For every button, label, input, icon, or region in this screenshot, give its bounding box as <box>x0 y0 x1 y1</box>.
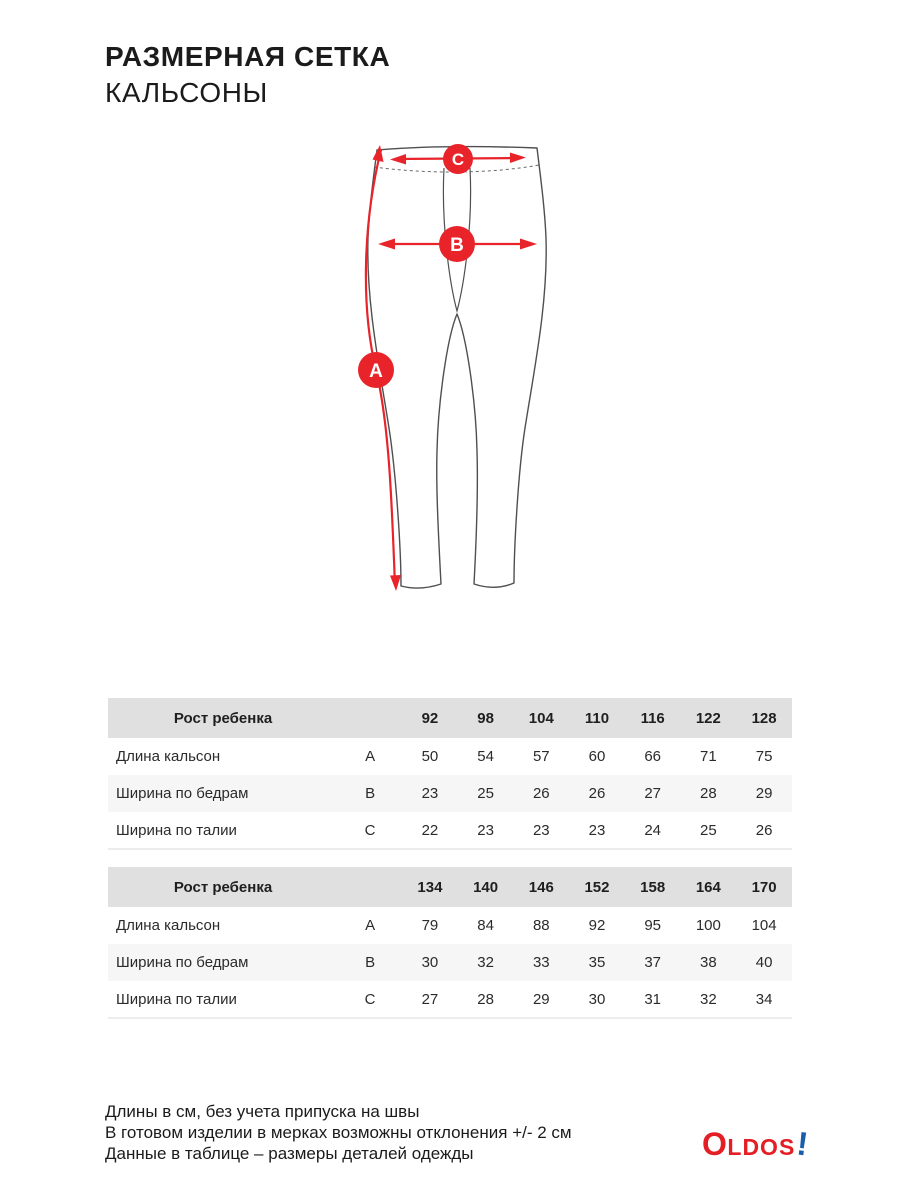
value-cell: 33 <box>532 954 550 971</box>
table-header-row <box>108 867 792 907</box>
row-label: Ширина по талии <box>116 990 237 1008</box>
header-size-cell: 98 <box>477 709 494 727</box>
value-cell: 22 <box>421 821 439 839</box>
value-cell: 24 <box>644 821 662 839</box>
value-cell: 35 <box>588 954 606 971</box>
header-label: Рост ребенка <box>173 709 273 727</box>
header-label: Рост ребенка <box>173 878 273 896</box>
value-cell: 26 <box>532 785 550 802</box>
header-size-cell: 140 <box>473 878 499 896</box>
value-cell: 23 <box>421 785 439 802</box>
value-cell: 50 <box>421 748 439 765</box>
value-cell: 88 <box>532 917 550 934</box>
value-cell: 75 <box>755 748 773 765</box>
value-cell: 38 <box>700 954 717 971</box>
value-cell: 31 <box>644 990 662 1008</box>
value-cell: 54 <box>477 748 494 765</box>
row-letter: A <box>365 748 376 765</box>
header-size-cell: 146 <box>528 878 554 896</box>
marker-b <box>439 226 475 262</box>
header-size-cell: 128 <box>751 709 777 727</box>
value-cell: 84 <box>477 917 494 934</box>
logo-exclamation: ! <box>795 1124 811 1163</box>
value-cell: 100 <box>695 917 721 934</box>
value-cell: 29 <box>755 785 773 802</box>
value-cell: 27 <box>644 785 662 802</box>
value-cell: 23 <box>477 821 494 839</box>
value-cell: 34 <box>755 990 773 1008</box>
value-cell: 28 <box>477 990 494 1008</box>
table-row <box>108 981 792 1018</box>
size-table-1 <box>108 698 792 850</box>
value-cell: 79 <box>421 917 439 934</box>
value-cell: 92 <box>588 917 606 934</box>
value-cell: 26 <box>588 785 606 802</box>
row-letter: C <box>364 990 376 1008</box>
row-label: Длина кальсон <box>116 748 221 765</box>
marker-c <box>443 144 473 174</box>
header-size-cell: 152 <box>584 878 610 896</box>
marker-c-label: C <box>451 150 465 169</box>
value-cell: 23 <box>588 821 606 839</box>
value-cell: 25 <box>700 821 717 839</box>
value-cell: 32 <box>700 990 717 1008</box>
value-cell: 40 <box>755 954 773 971</box>
table-row <box>108 775 792 812</box>
table-row <box>108 812 792 849</box>
value-cell: 71 <box>700 748 717 765</box>
row-label: Ширина по бедрам <box>116 785 249 802</box>
marker-b-label: B <box>450 235 464 256</box>
value-cell: 60 <box>588 748 606 765</box>
value-cell: 25 <box>477 785 494 802</box>
footnote-line: В готовом изделии в мерках возможны отклонения +/- 2 см <box>105 1123 572 1142</box>
value-cell: 32 <box>477 954 494 971</box>
header-size-cell: 134 <box>417 878 443 896</box>
oldos-logo <box>702 1124 811 1163</box>
row-letter: C <box>364 821 376 839</box>
row-label: Длина кальсон <box>116 917 221 934</box>
value-cell: 28 <box>700 785 717 802</box>
pants-outline <box>368 147 546 588</box>
header-letter-spacer <box>338 867 402 907</box>
table-row <box>108 907 792 944</box>
value-cell: 30 <box>421 954 439 971</box>
header-size-cell: 116 <box>640 709 665 727</box>
marker-a <box>358 352 394 388</box>
page-title: РАЗМЕРНАЯ СЕТКА <box>105 41 391 72</box>
row-letter: A <box>365 917 376 934</box>
value-cell: 23 <box>532 821 550 839</box>
logo-first-letter: O <box>702 1126 728 1162</box>
marker-a-label: A <box>369 361 383 382</box>
header-size-cell: 122 <box>695 709 721 727</box>
value-cell: 27 <box>421 990 439 1008</box>
header-size-cell: 158 <box>640 878 666 896</box>
value-cell: 29 <box>532 990 550 1008</box>
value-cell: 104 <box>751 917 777 934</box>
header-letter-spacer <box>338 698 402 738</box>
footnote-line: Длины в см, без учета припуска на швы <box>105 1102 420 1121</box>
value-cell: 57 <box>532 748 550 765</box>
value-cell: 26 <box>755 821 773 839</box>
header-size-cell: 92 <box>421 709 439 727</box>
row-label: Ширина по бедрам <box>116 954 249 971</box>
header-size-cell: 104 <box>528 709 554 727</box>
page-subtitle: КАЛЬСОНЫ <box>105 77 268 108</box>
row-letter: B <box>365 954 376 971</box>
header-size-cell: 164 <box>695 878 721 896</box>
value-cell: 95 <box>644 917 662 934</box>
header-size-cell: 170 <box>751 878 777 896</box>
logo-text: LDOS <box>727 1134 796 1160</box>
table-row <box>108 738 792 775</box>
size-table-2 <box>108 867 792 1019</box>
row-label: Ширина по талии <box>116 821 237 839</box>
long-johns-diagram <box>350 133 600 608</box>
footnote-line: Данные в таблице – размеры деталей одежды <box>105 1144 474 1163</box>
table-header-row <box>108 698 792 738</box>
table-row <box>108 944 792 981</box>
header-size-cell: 110 <box>584 709 610 727</box>
value-cell: 30 <box>588 990 606 1008</box>
value-cell: 66 <box>644 748 662 765</box>
footnotes <box>105 1101 572 1164</box>
size-tables <box>108 698 792 1019</box>
row-letter: B <box>365 785 376 802</box>
value-cell: 37 <box>644 954 662 971</box>
